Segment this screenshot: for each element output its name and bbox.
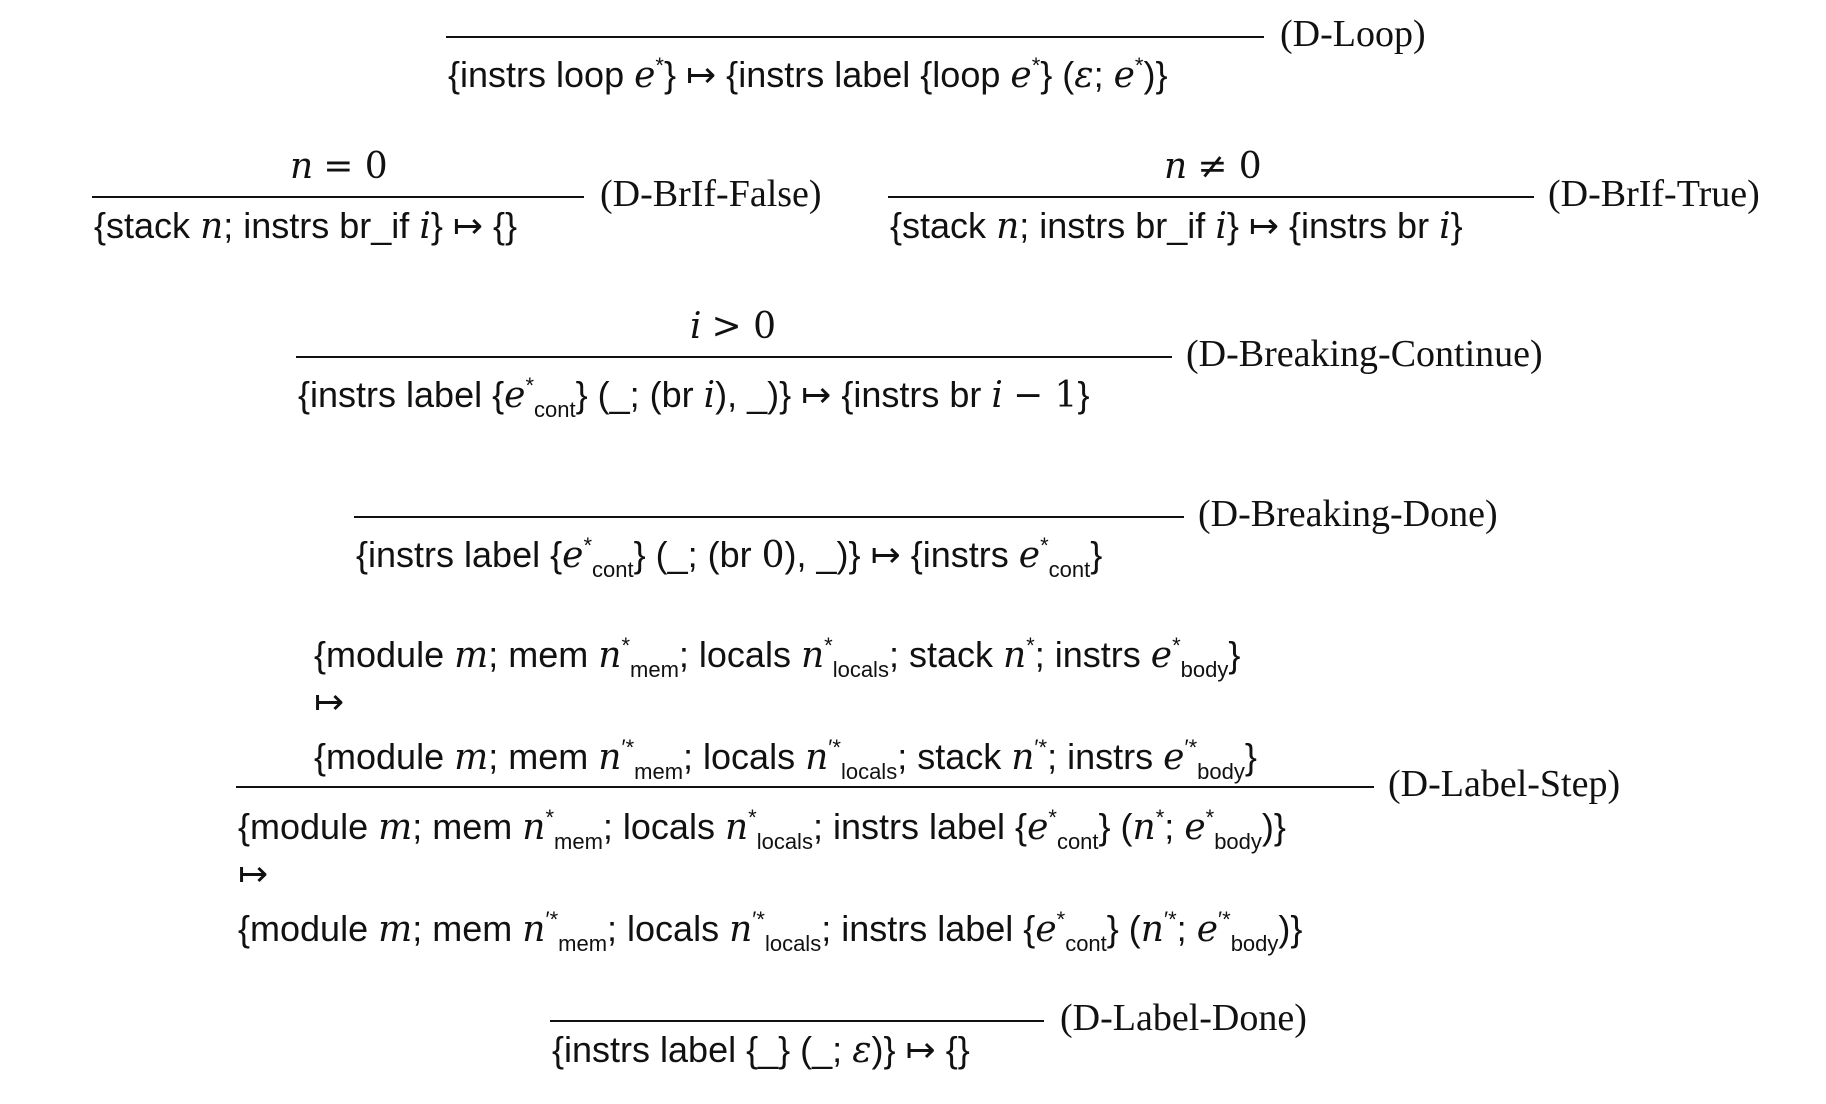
inference-bar bbox=[888, 196, 1534, 198]
rule-conclusion: {instrs loop e*} ↦ {instrs label {loop e*} (ε; e*)} bbox=[448, 53, 1168, 96]
rule-name: (D-Label-Done) bbox=[1060, 997, 1307, 1039]
rule-name: (D-Loop) bbox=[1280, 13, 1426, 55]
inference-bar bbox=[236, 786, 1374, 788]
rule-conclusion: {stack n; instrs br_if i} ↦ {instrs br i} bbox=[890, 205, 1463, 247]
inference-bar bbox=[296, 356, 1172, 358]
inference-bar bbox=[550, 1020, 1044, 1022]
rule-conclusion: {instrs label $\{e^*_{cont}\}$ (_; (br 0), _)} ↦ {instrs $e^*_{cont}$} bbox=[356, 533, 1103, 582]
rule-premise: i > 0 bbox=[690, 306, 777, 347]
rule-premise-line: {module m; mem $n^{'*}_{mem}$; locals $n^{'*}_{locals}$; stack n′*; instrs $e^{'*}_{body}$} bbox=[314, 735, 1257, 784]
rule-premise-line: {module m; mem $n^*_{mem}$; locals $n^*_{locals}$; stack n*; instrs $e^*_{body}$} bbox=[314, 633, 1241, 682]
rule-conclusion-arrow: ↦ bbox=[238, 853, 269, 894]
rule-premise: n ≠ 0 bbox=[1164, 146, 1262, 187]
rule-name: (D-BrIf-True) bbox=[1548, 173, 1760, 215]
inference-bar bbox=[92, 196, 584, 198]
rule-conclusion-line: {module m; mem $n^*_{mem}$; locals $n^*_{locals}$; instrs label $\{e^*_{cont}\}$ (n*; $e^*_{body}$)} bbox=[238, 805, 1286, 854]
rule-name: (D-Breaking-Continue) bbox=[1186, 333, 1543, 375]
rule-name: (D-Breaking-Done) bbox=[1198, 493, 1498, 535]
rule-premise-arrow: ↦ bbox=[314, 681, 345, 722]
rule-premise: n = 0 bbox=[290, 146, 388, 187]
rule-conclusion: {instrs label $\{e^*_{cont}\}$ (_; (br i), _)} ↦ {instrs br i − 1} bbox=[298, 373, 1090, 422]
rule-name: (D-Label-Step) bbox=[1388, 763, 1621, 805]
inference-bar bbox=[354, 516, 1184, 518]
inference-bar bbox=[446, 36, 1264, 38]
rule-conclusion: {stack n; instrs br_if i} ↦ {} bbox=[94, 205, 518, 247]
rule-conclusion: {instrs label {_} (_; ε)} ↦ {} bbox=[552, 1029, 970, 1071]
rule-name: (D-BrIf-False) bbox=[600, 173, 822, 215]
rule-conclusion-line: {module m; mem $n^{'*}_{mem}$; locals $n^{'*}_{locals}$; instrs label $\{e^*_{cont}\}$ (n′*; $e^{'*}_{body}$)} bbox=[238, 907, 1303, 956]
